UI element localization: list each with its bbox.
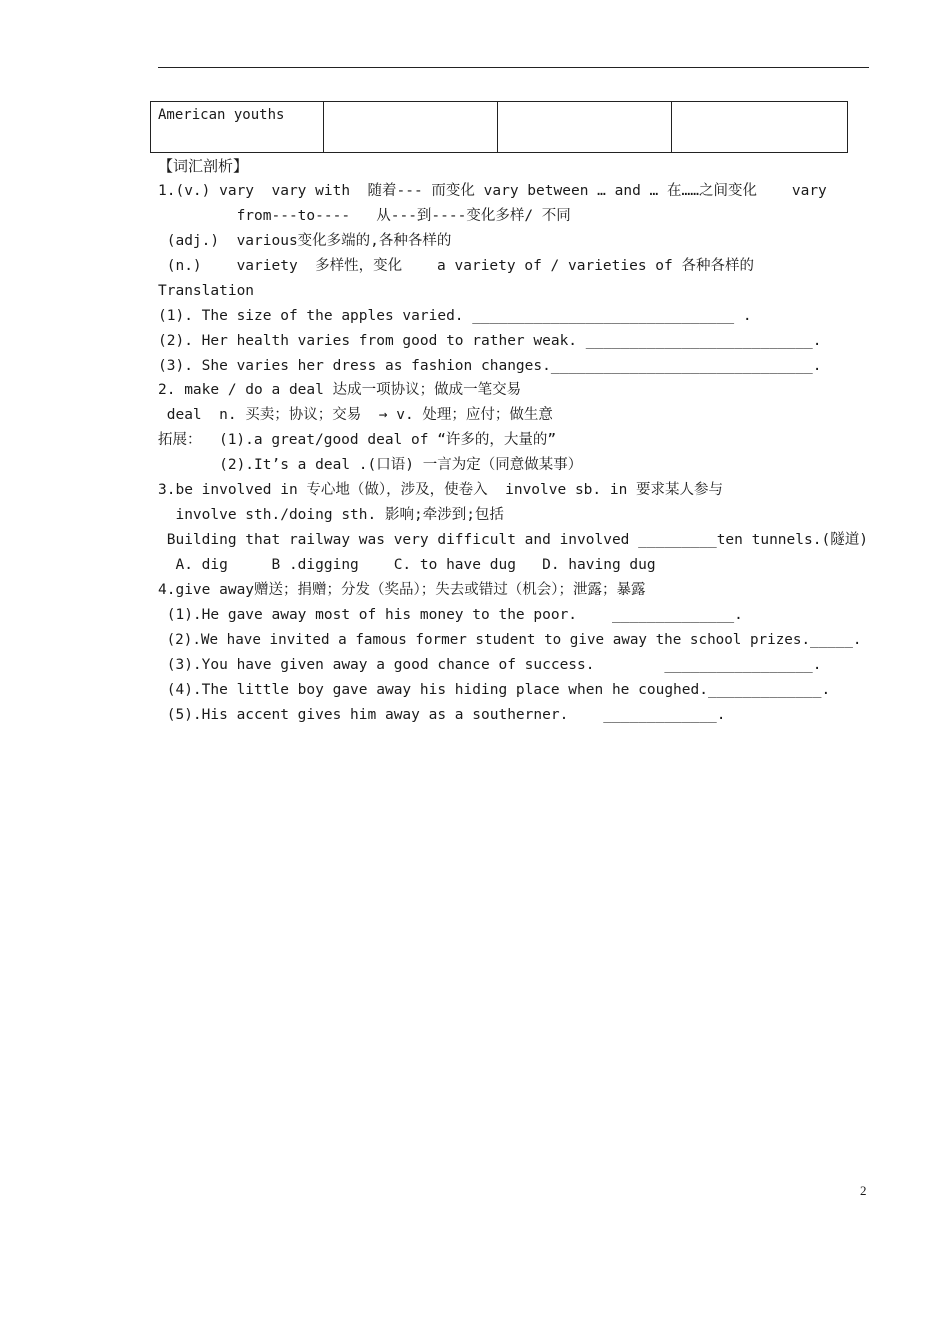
text-line: from---to---- 从---到----变化多样/ 不同 (158, 208, 571, 224)
table-cell (324, 102, 498, 153)
text-line: 1.(v.) vary vary with 随着--- 而变化 vary between … and … 在……之间变化 vary (158, 183, 827, 199)
table-row (151, 102, 848, 153)
text-line: (1). The size of the apples varied. ______________________________ . (158, 308, 752, 324)
text-line: A. dig B .digging C. to have dug D. having dug (158, 557, 656, 573)
text-line: deal n. 买卖；协议；交易 → v. 处理；应付；做生意 (158, 407, 553, 423)
text-line: 3.be involved in 专心地（做），涉及，使卷入 involve sb. in 要求某人参与 (158, 482, 724, 498)
page-number: 2 (860, 1183, 867, 1198)
text-line: (n.) variety 多样性，变化 a variety of / varieties of 各种各样的 (158, 258, 754, 274)
text-line: (3). She varies her dress as fashion changes.______________________________. (158, 358, 822, 374)
youth-table (150, 101, 848, 153)
text-line: (4).The little boy gave away his hiding place when he coughed._____________. (158, 682, 831, 698)
text-line: (1).He gave away most of his money to the poor. ______________. (158, 607, 743, 623)
text-line: 拓展： (1).a great/good deal of “许多的，大量的” (158, 432, 557, 448)
text-line: (2). Her health varies from good to rather weak. __________________________. (158, 333, 822, 349)
text-line: (adj.) various变化多端的,各种各样的 (158, 233, 452, 249)
table-cell: American youths (151, 102, 324, 153)
header-rule (158, 67, 869, 68)
text-line: (2).It’s a deal .(口语) 一言为定（同意做某事） (158, 457, 583, 473)
table-cell (498, 102, 672, 153)
text-line: 4.give away赠送；捐赠；分发（奖品）；失去或错过（机会）；泄露；暴露 (158, 582, 646, 598)
text-line: (3).You have given away a good chance of success. _________________. (158, 657, 822, 673)
text-line: Translation (158, 283, 255, 299)
text-line: (2).We have invited a famous former student to give away the school prizes._____. (158, 632, 862, 648)
text-line: 2. make / do a deal 达成一项协议；做成一笔交易 (158, 382, 522, 398)
text-line: (5).His accent gives him away as a southerner. _____________. (158, 707, 726, 723)
text-line: involve sth./doing sth. 影响;牵涉到;包括 (158, 507, 504, 523)
table-cell (672, 102, 848, 153)
section-title: 【词汇剖析】 (158, 157, 249, 175)
text-line: Building that railway was very difficult and involved _________ten tunnels.(隧道) (158, 532, 868, 548)
